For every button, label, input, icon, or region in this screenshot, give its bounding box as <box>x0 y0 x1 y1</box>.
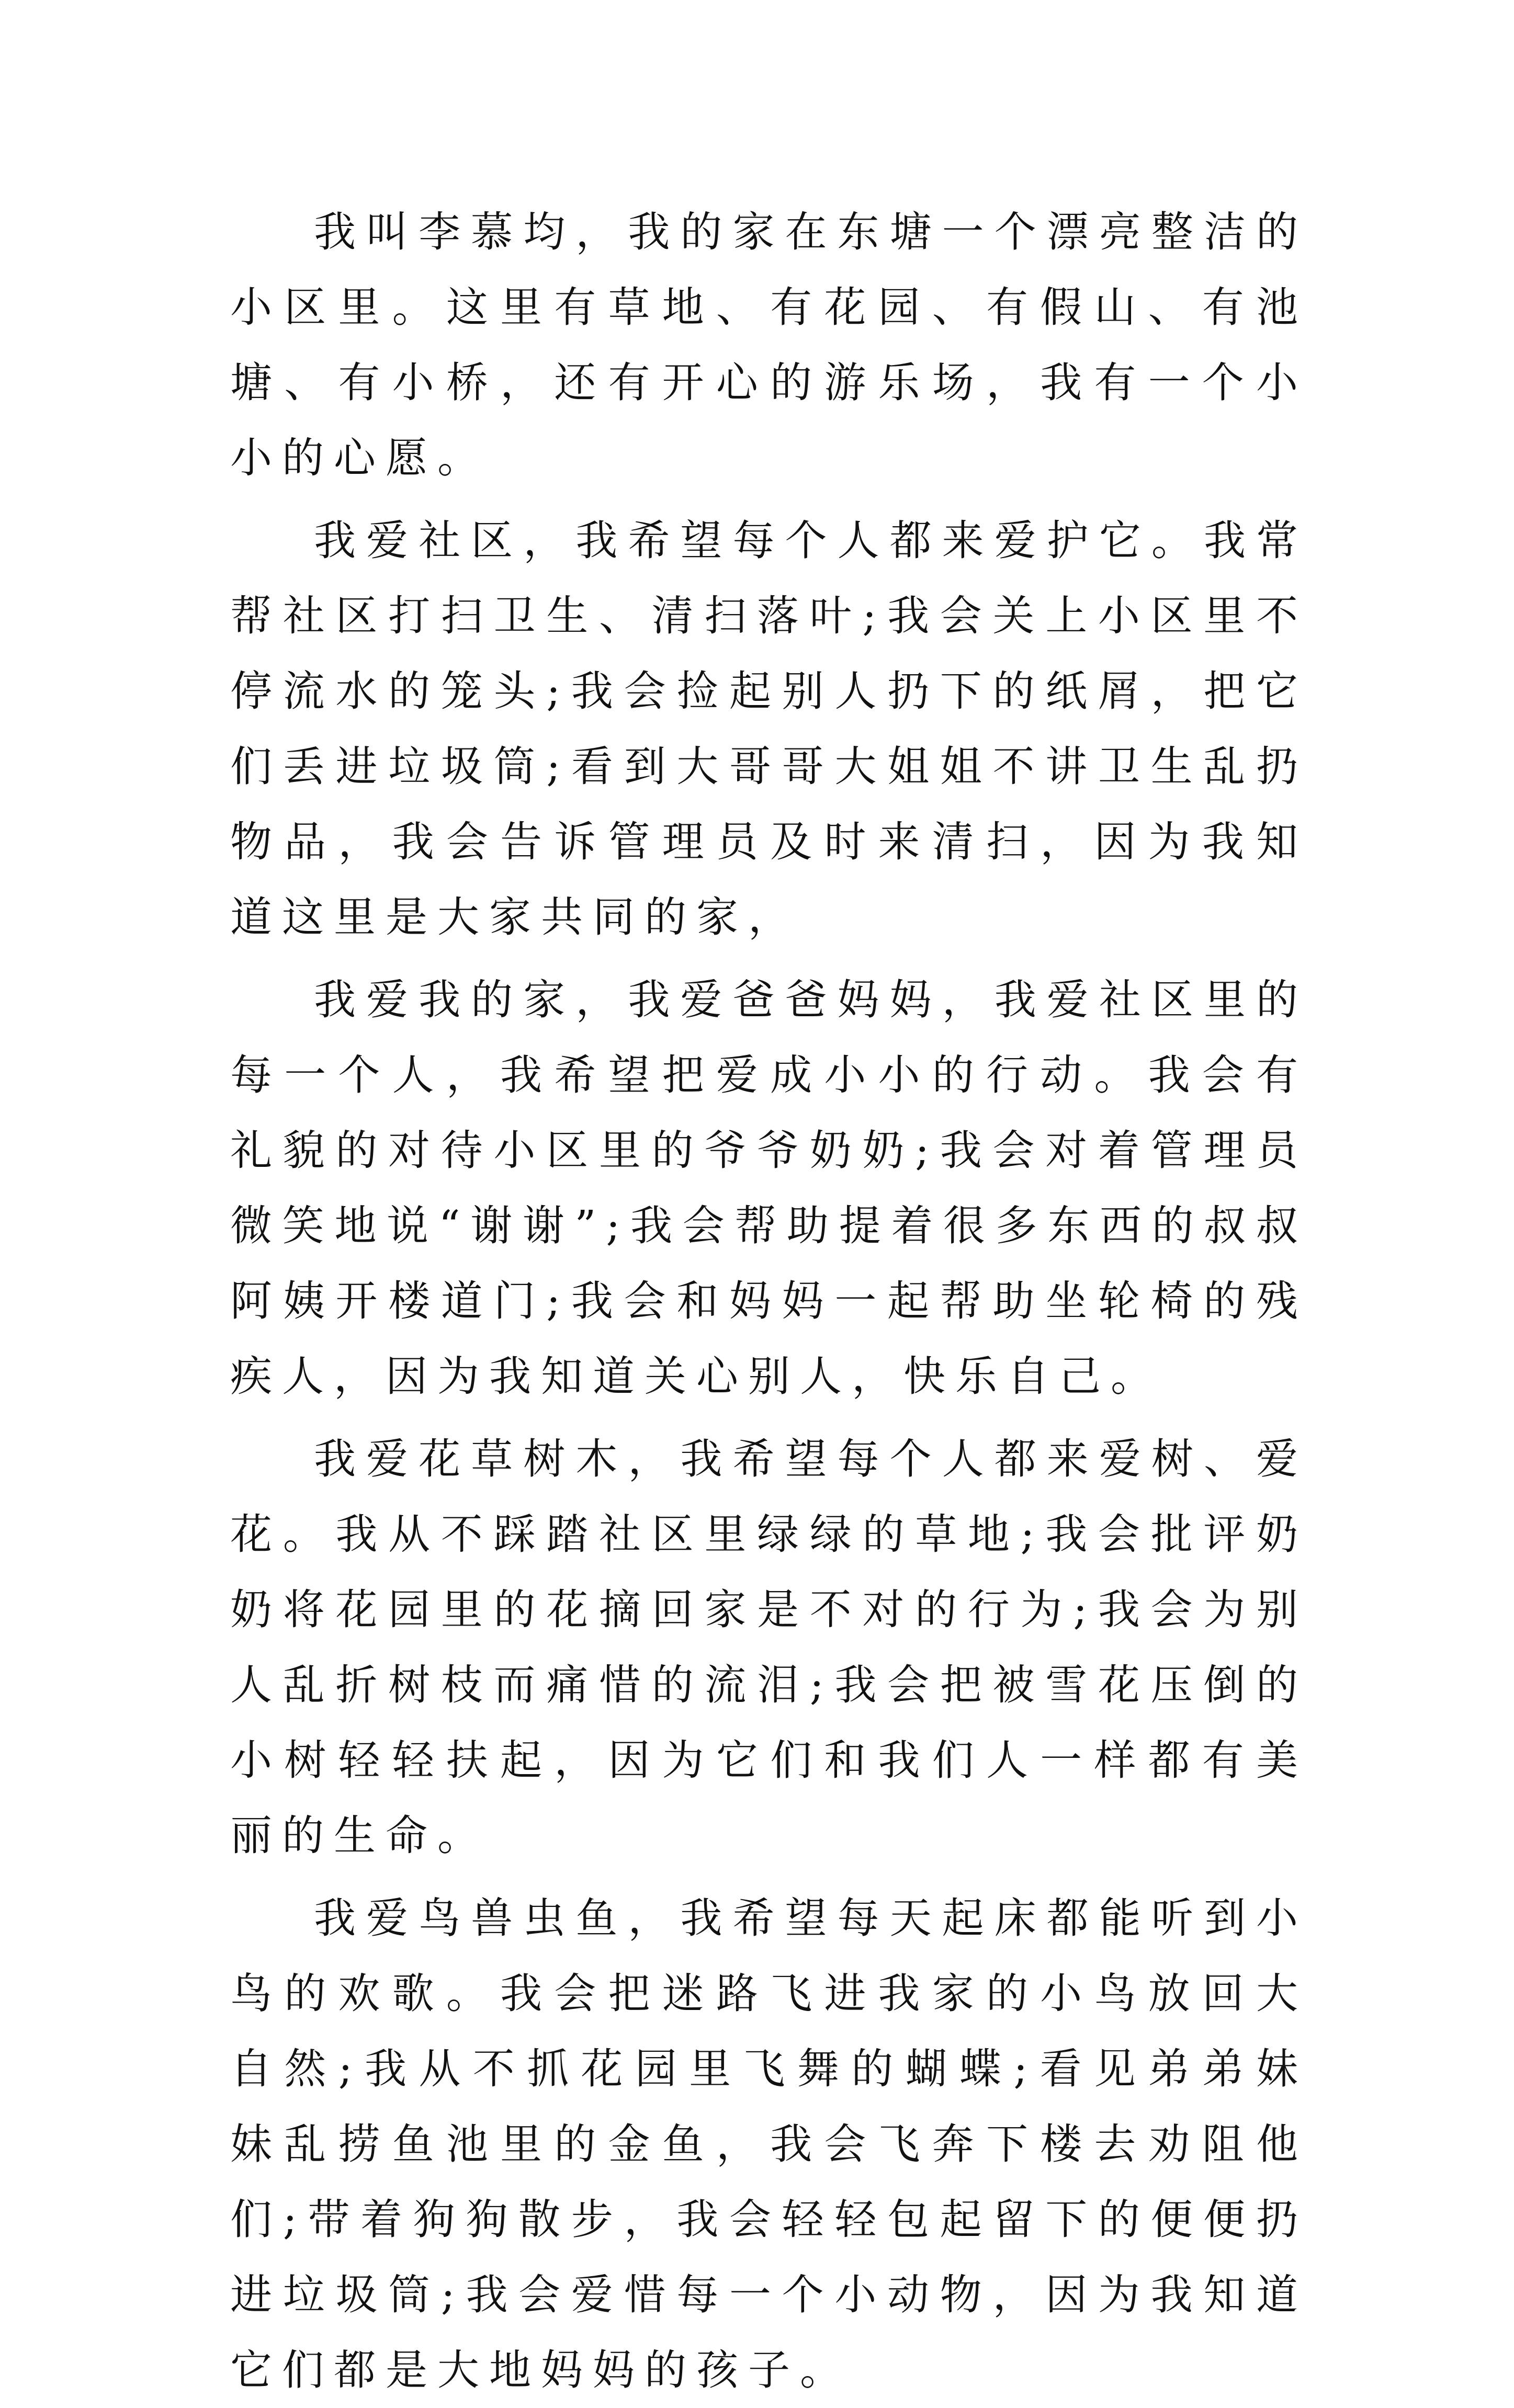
paragraph-3: 我爱我的家，我爱爸爸妈妈，我爱社区里的每一个人，我希望把爱成小小的行动。我会有礼貌的对待小区里的爷爷奶奶;我会对着管理员微笑地说“谢谢”;我会帮助提着很多东西的叔叔阿姨开楼道门;我会和妈妈一起帮助坐轮椅的残疾人，因为我知道关心别人，快乐自己。 <box>230 975 1308 1401</box>
paragraph-2: 我爱社区，我希望每个人都来爱护它。我常帮社区打扫卫生、清扫落叶;我会关上小区里不停流水的笼头;我会捡起别人扔下的纸屑，把它们丢进垃圾筒;看到大哥哥大姐姐不讲卫生乱扔物品，我会告诉管理员及时来清扫，因为我知道这里是大家共同的家， <box>230 516 1308 941</box>
paragraph-1: 我叫李慕均，我的家在东塘一个漂亮整洁的小区里。这里有草地、有花园、有假山、有池塘、有小桥，还有开心的游乐场，我有一个小小的心愿。 <box>230 208 1308 482</box>
document-body <box>230 195 1308 2408</box>
paragraph-4: 我爱花草树木，我希望每个人都来爱树、爱花。我从不踩踏社区里绿绿的草地;我会批评奶奶将花园里的花摘回家是不对的行为;我会为别人乱折树枝而痛惜的流泪;我会把被雪花压倒的小树轻轻扶起，因为它们和我们人一样都有美丽的生命。 <box>230 1435 1308 1860</box>
paragraph-5: 我爱鸟兽虫鱼，我希望每天起床都能听到小鸟的欢歌。我会把迷路飞进我家的小鸟放回大自然;我从不抓花园里飞舞的蝴蝶;看见弟弟妹妹乱捞鱼池里的金鱼，我会飞奔下楼去劝阻他们;带着狗狗散步，我会轻轻包起留下的便便扔进垃圾筒;我会爱惜每一个小动物，因为我知道它们都是大地妈妈的孩子。 <box>230 1894 1308 2394</box>
